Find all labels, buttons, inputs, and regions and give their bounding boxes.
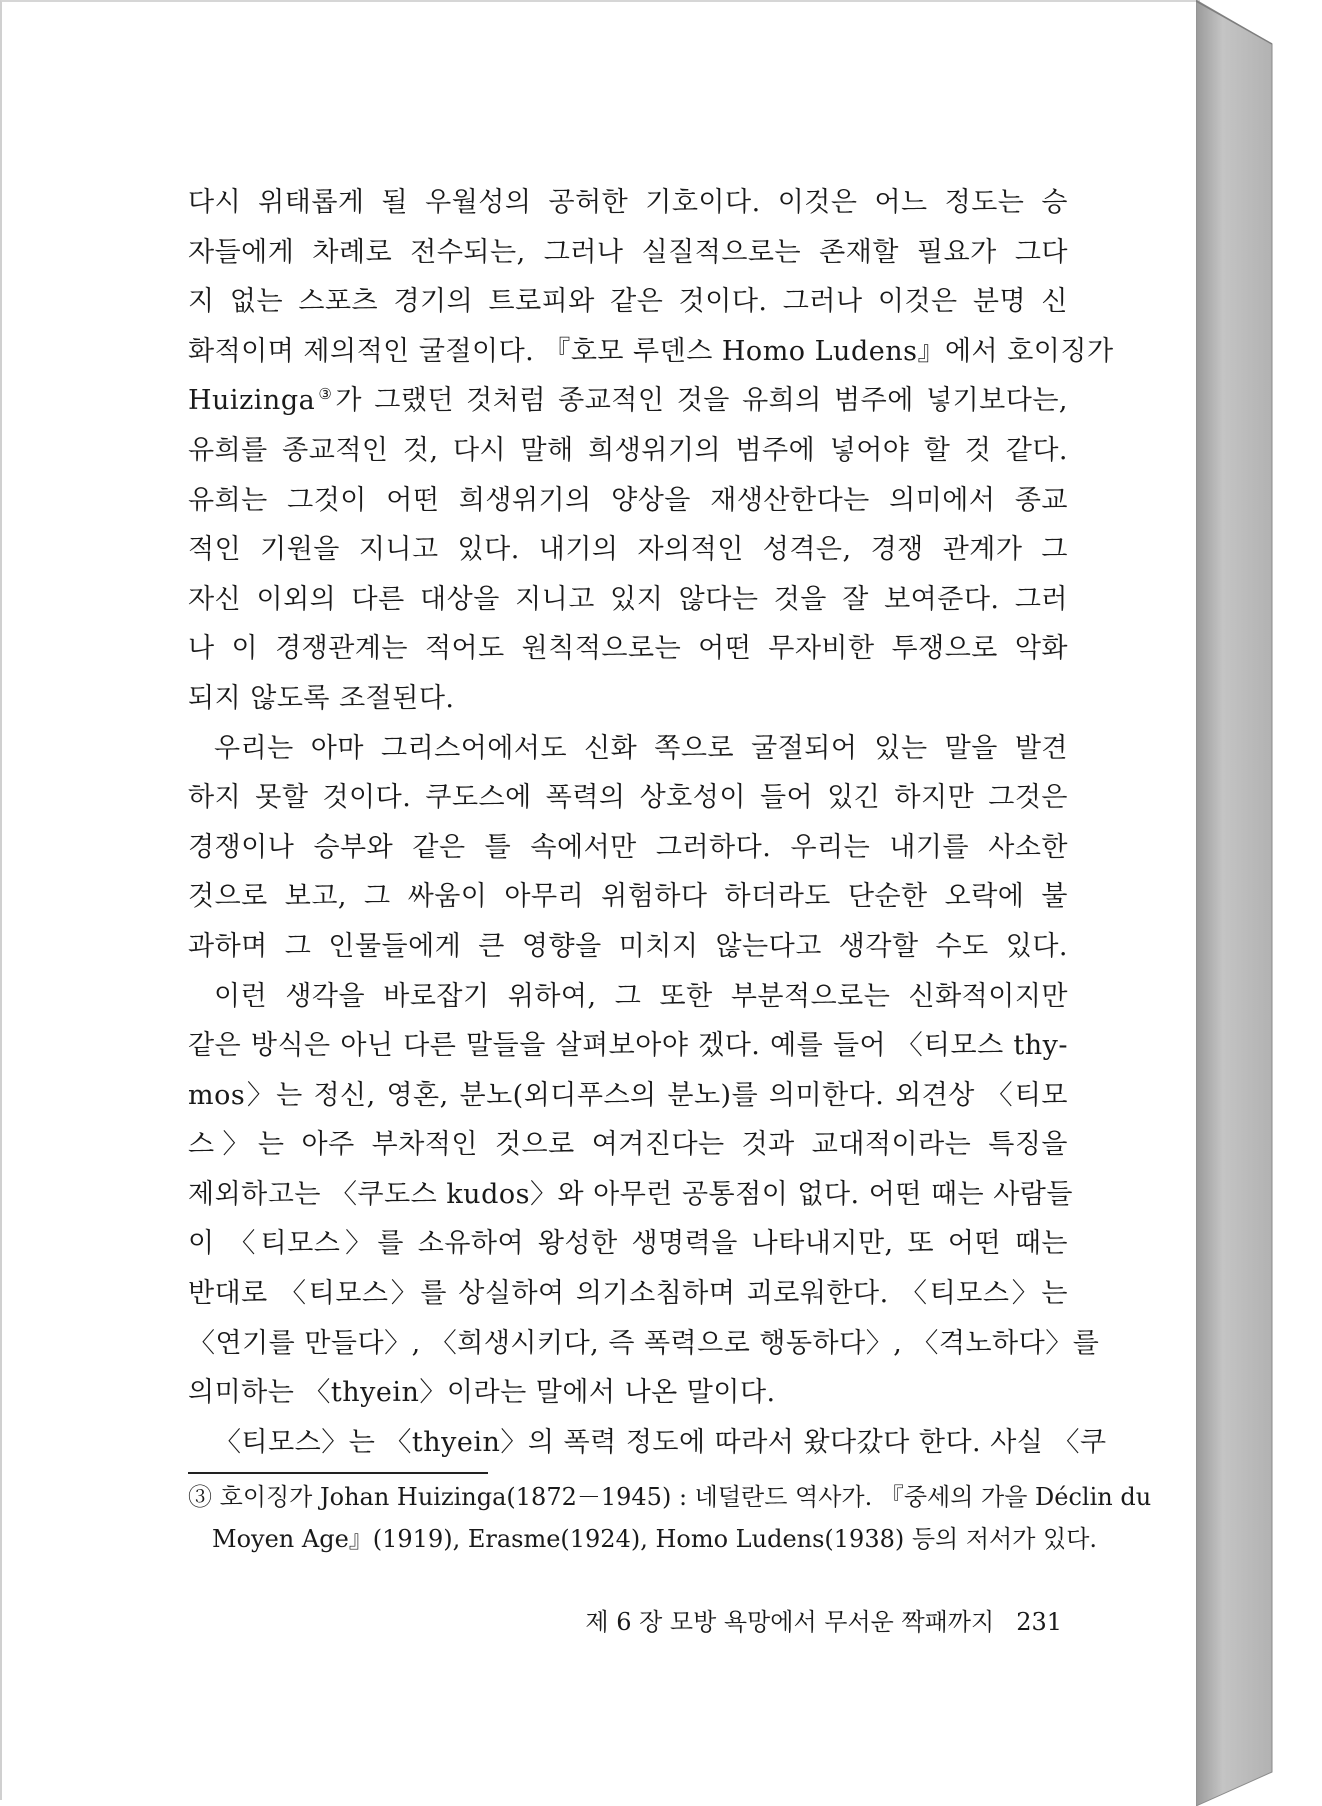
footnote-divider [188, 1472, 488, 1474]
text-line: 나 이 경쟁관계는 적어도 원칙적으로는 어떤 무자비한 투쟁으로 악화 [188, 633, 1068, 665]
text-line: 것으로 보고, 그 싸움이 아무리 위험하다 하더라도 단순한 오락에 불 [188, 881, 1068, 913]
body-text [188, 178, 1114, 1467]
text-line: 〈연기를 만들다〉, 〈희생시키다, 즉 폭력으로 행동하다〉, 〈격노하다〉를 [188, 1327, 1100, 1359]
text-line: 제외하고는 〈쿠도스 kudos〉와 아무런 공통점이 없다. 어떤 때는 사람들 [188, 1178, 1073, 1210]
text-line: 의미하는 〈thyein〉이라는 말에서 나온 말이다. [188, 1377, 776, 1409]
text-line: 적인 기원을 지니고 있다. 내기의 자의적인 성격은, 경쟁 관계가 그 [188, 534, 1068, 566]
paragraph-first-line: 우리는 아마 그리스어에서도 신화 쪽으로 굴절되어 있는 말을 발견 [214, 732, 1068, 764]
text-line: 과하며 그 인물들에게 큰 영향을 미치지 않는다고 생각할 수도 있다. [188, 930, 1068, 962]
text-line: 하지 못할 것이다. 쿠도스에 폭력의 상호성이 들어 있긴 하지만 그것은 [188, 782, 1068, 814]
footnote-line: ③ 호이징가 Johan Huizinga(1872－1945) : 네덜란드 역사가. 『중세의 가을 Déclin du [188, 1483, 1152, 1511]
text-line: 자들에게 차례로 전수되는, 그러나 실질적으로는 존재할 필요가 그다 [188, 236, 1068, 268]
text-line: 유희를 종교적인 것, 다시 말해 희생위기의 범주에 넣어야 할 것 같다. [188, 434, 1068, 466]
chapter-title: 제 6 장 모방 욕망에서 무서운 짝패까지 [585, 1608, 995, 1636]
footnote [188, 1476, 1152, 1560]
paragraph-first-line: 이런 생각을 바로잡기 위하여, 그 또한 부분적으로는 신화적이지만 [214, 980, 1068, 1012]
book-edge-graphic [1196, 0, 1322, 1806]
text-line: 되지 않도록 조절된다. [188, 682, 455, 714]
text-segment: Huizinga [188, 385, 316, 417]
text-segment: 가 그랬던 것처럼 종교적인 것을 유희의 범주에 넣기보다는, [335, 385, 1068, 417]
text-line: 지 없는 스포츠 경기의 트로피와 같은 것이다. 그러나 이것은 분명 신 [188, 286, 1068, 318]
text-line: 반대로 〈티모스〉를 상실하여 의기소침하며 괴로워한다. 〈티모스〉는 [188, 1278, 1068, 1310]
page-number: 231 [1016, 1608, 1062, 1636]
footnote-reference: ③ [315, 385, 336, 404]
book-edge [1196, 0, 1322, 1806]
text-line: 스〉는 아주 부차적인 것으로 여겨진다는 것과 교대적이라는 특징을 [188, 1129, 1068, 1161]
text-line: 자신 이외의 다른 대상을 지니고 있지 않다는 것을 잘 보여준다. 그러 [188, 583, 1068, 615]
text-line-with-footnote-ref [188, 376, 1068, 426]
text-line: 경쟁이나 승부와 같은 틀 속에서만 그러하다. 우리는 내기를 사소한 [188, 831, 1068, 863]
text-line: 같은 방식은 아닌 다른 말들을 살펴보아야 겠다. 예를 들어 〈티모스 thy- [188, 1030, 1068, 1062]
running-footer [542, 1602, 1062, 1642]
footnote-line: Moyen Age』(1919), Erasme(1924), Homo Ludens(1938) 등의 저서가 있다. [212, 1525, 1098, 1553]
text-line: 화적이며 제의적인 굴절이다. 『호모 루덴스 Homo Ludens』에서 호이징가 [188, 335, 1114, 367]
text-line: 다시 위태롭게 될 우월성의 공허한 기호이다. 이것은 어느 정도는 승 [188, 187, 1068, 218]
text-line: 이 〈티모스〉를 소유하여 왕성한 생명력을 나타내지만, 또 어떤 때는 [188, 1228, 1068, 1260]
text-line: mos〉는 정신, 영혼, 분노(외디푸스의 분노)를 의미한다. 외견상 〈티모 [188, 1079, 1068, 1111]
paragraph-first-line: 〈티모스〉는 〈thyein〉의 폭력 정도에 따라서 왔다갔다 한다. 사실 〈쿠 [214, 1426, 1107, 1458]
text-line: 유희는 그것이 어떤 희생위기의 양상을 재생산한다는 의미에서 종교 [188, 484, 1068, 516]
